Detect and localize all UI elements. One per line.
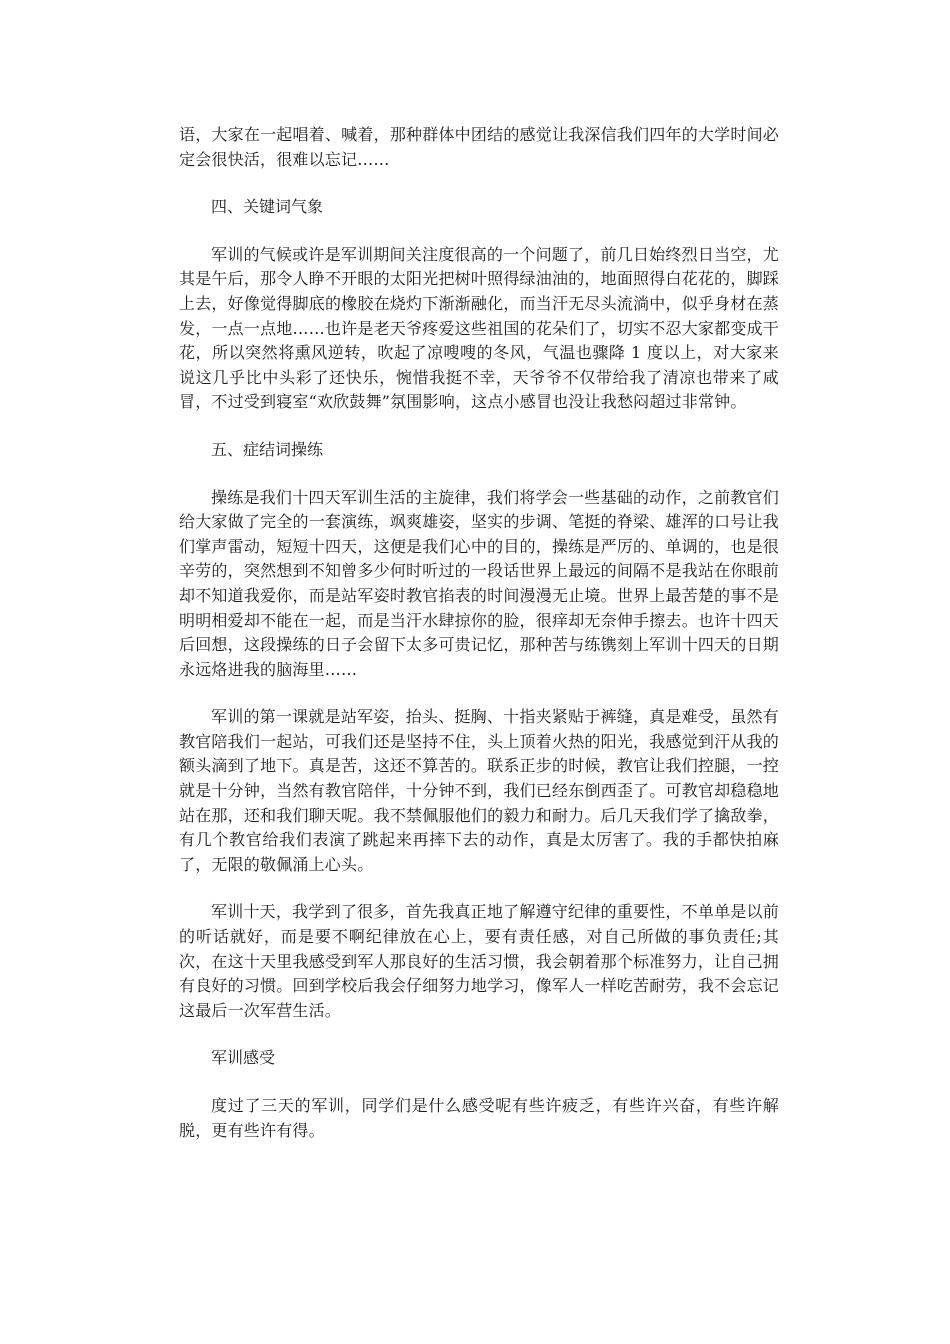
section-heading-feelings: 军训感受 [211, 1048, 276, 1068]
paragraph-drill: 操练是我们十四天军训生活的主旋律，我们将学会一些基础的动作，之前教官们给大家做了完全的一套演练，飒爽雄姿，坚实的步调、笔挺的脊梁、雄浑的口号让我们掌声雷动，短短十四天，这便是我们心中的目的，操练是严厉的、单调的，也是很辛劳的，突然想到不知曾多少何时听过的一段话世界上最远的间隔不是我站在你眼前却不知道我爱你，而是站军姿时教官掐表的时间漫漫无止境。世界上最苦楚的事不是明明相爱却不能在一起，而是当汗水肆掠你的脸，很痒却无奈伸手擦去。也许十四天后回想，这段操练的日子会留下太多可贵记忆，那种苦与练镌刻上军训十四天的日期永远烙进我的脑海里…… [179, 487, 779, 679]
paragraph-weather: 军训的气候或许是军训期间关注度很高的一个问题了，前几日始终烈日当空，尤其是午后，那令人睁不开眼的太阳光把树叶照得绿油油的，地面照得白花花的，脚踩上去，好像觉得脚底的橡胶在烧灼下渐渐融化，而当汗无尽头流淌中，似乎身材在蒸发，一点一点地……也许是老天爷疼爱这些祖国的花朵们了，切实不忍大家都变成干花，所以突然将熏风逆转，吹起了凉嗖嗖的冬风，气温也骤降 1 度以上，对大家来说这几乎比中头彩了还快乐，惋惜我挺不幸，天爷爷不仅带给我了清凉也带来了咸冒，不过受到寝室“欢欣鼓舞”氛围影响，这点小感冒也没让我愁闷超过非常钟。 [179, 244, 779, 412]
paragraph-first-lesson: 军训的第一课就是站军姿，抬头、挺胸、十指夹紧贴于裤缝，真是难受，虽然有教官陪我们一起站，可我们还是坚持不住，头上顶着火热的阳光，我感觉到汗从我的额头滴到了地下。真是苦，这还不算苦的。联系正步的时候，教官让我们控腿，一控就是十分钟，当然有教官陪伴，十分钟不到，我们已经东倒西歪了。可教官却稳稳地站在那，还和我们聊天呢。我不禁佩服他们的毅力和耐力。后几天我们学了擒敌拳，有几个教官给我们表演了跳起来再摔下去的动作，真是太厉害了。我的手都快拍麻了，无限的敬佩涌上心头。 [179, 707, 779, 874]
section-heading-drill: 五、症结词操练 [211, 439, 324, 459]
section-heading-weather: 四、关键词气象 [211, 197, 324, 217]
paragraph-continuation: 语，大家在一起唱着、喊着，那种群体中团结的感觉让我深信我们四年的大学时间必定会很快活，很难以忘记…… [179, 125, 779, 169]
paragraph-ten-days: 军训十天，我学到了很多，首先我真正地了解遵守纪律的重要性，不单单是以前的听话就好，而是要不啊纪律放在心上，要有责任感，对自己所做的事负责任;其次，在这十天里我感受到军人那良好的生活习惯，我会朝着那个标准努力，让自己拥有良好的习惯。回到学校后我会仔细努力地学习，像军人一样吃苦耐劳，我不会忘记这最后一次军营生活。 [179, 902, 779, 1020]
document-page [179, 123, 779, 1143]
paragraph-three-days: 度过了三天的军训，同学们是什么感受呢有些许疲乏，有些许兴奋，有些许解脱，更有些许有得。 [179, 1096, 779, 1140]
